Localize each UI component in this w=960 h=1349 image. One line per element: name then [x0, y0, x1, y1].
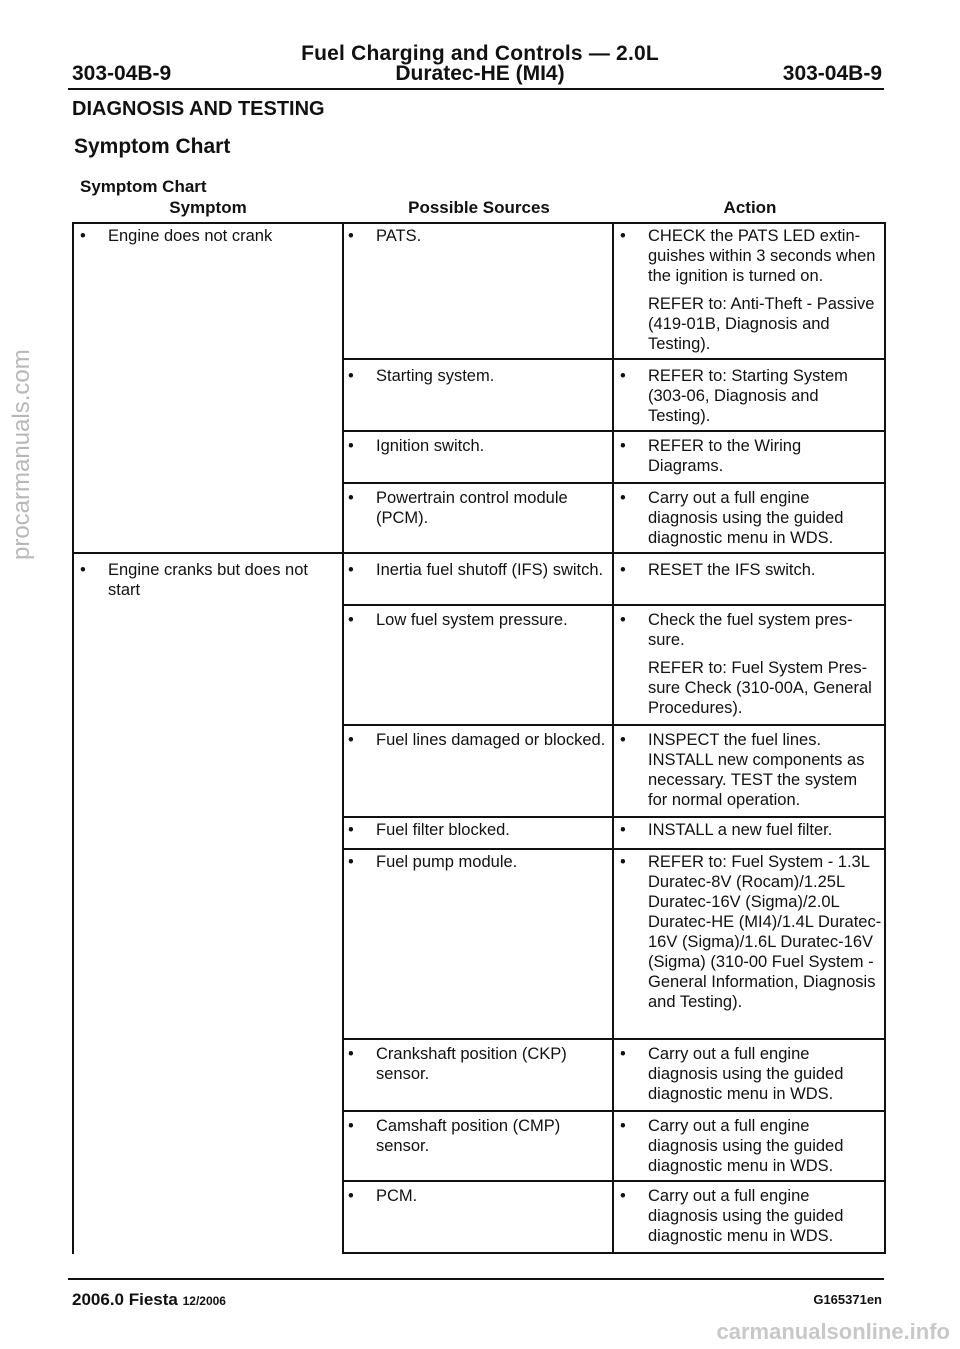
- column-header-action: Action: [723, 198, 777, 217]
- table-row-action: • Carry out a full engine diagnosis using the guided diagnostic menu in WDS.: [620, 1187, 844, 1245]
- table-row-source: • Fuel filter blocked.: [348, 821, 510, 839]
- table-row-source: • Fuel lines damaged or blocked.: [348, 731, 606, 749]
- table-row-action: • REFER to: Fuel System - 1.3L Duratec-8V (Rocam)/1.25L Duratec-16V (Sigma)/2.0L Duratec-HE (MI4)/1.4L Duratec-16V (Sigma)/1.6L Duratec-16V (Sigma) (310-00 Fuel System - General Information, Diagnosis and Testing).: [620, 853, 882, 1011]
- table-row-symptom: • Engine does not crank: [80, 227, 273, 245]
- footer-date: 12/2006: [182, 1294, 226, 1308]
- table-row-source: • Camshaft position (CMP) sensor.: [348, 1117, 561, 1155]
- table-row-action: • Carry out a full engine diagnosis using the guided diagnostic menu in WDS.: [620, 1117, 844, 1175]
- page-code-right: 303-04B-9: [782, 62, 882, 85]
- table-row-action: • REFER to the Wiring Diagrams.: [620, 437, 802, 475]
- table-row-source: • PATS.: [348, 227, 422, 245]
- table-row-source: • Powertrain control module (PCM).: [348, 489, 568, 527]
- page-header-title: Fuel Charging and Controls — 2.0L: [301, 42, 659, 65]
- symptom-table: [72, 222, 886, 1254]
- table-row-action: • Carry out a full engine diagnosis using the guided diagnostic menu in WDS.: [620, 1045, 844, 1103]
- table-row-action: • CHECK the PATS LED extin-guishes within 3 seconds when the ignition is turned on. REFER to: Anti-Theft - Passive (419-01B, Diagnosis and Testing).: [620, 227, 876, 353]
- table-row-action: • INSTALL a new fuel filter.: [620, 821, 833, 839]
- table-row-source: • Crankshaft position (CKP) sensor.: [348, 1045, 567, 1083]
- header-rule: [68, 88, 884, 90]
- section-title: DIAGNOSIS AND TESTING: [72, 98, 325, 120]
- table-row-source: • PCM.: [348, 1187, 418, 1205]
- table-row-action: • Carry out a full engine diagnosis using the guided diagnostic menu in WDS.: [620, 489, 844, 547]
- table-row-source: • Low fuel system pressure.: [348, 611, 568, 629]
- footer-code: G165371en: [813, 1292, 882, 1307]
- footer-model: [72, 1290, 226, 1310]
- column-header-symptom: Symptom: [169, 198, 247, 217]
- table-row-source: • Inertia fuel shutoff (IFS) switch.: [348, 561, 604, 579]
- column-header-sources: Possible Sources: [408, 198, 550, 217]
- table-row-action: • REFER to: Starting System (303-06, Diagnosis and Testing).: [620, 367, 848, 425]
- page-code-left: 303-04B-9: [72, 62, 172, 85]
- page-header-subtitle: Duratec-HE (MI4): [395, 62, 565, 85]
- corner-watermark: carmanualsonline.info: [716, 1319, 950, 1344]
- side-watermark: procarmanuals.com: [8, 349, 35, 560]
- footer-rule: [68, 1278, 884, 1280]
- table-row-action: • Check the fuel system pres-sure. REFER to: Fuel System Pres-sure Check (310-00A, General Procedures).: [620, 611, 872, 717]
- table-caption: Symptom Chart: [80, 177, 207, 196]
- table-row-action: • INSPECT the fuel lines. INSTALL new components as necessary. TEST the system for normal operation.: [620, 731, 865, 809]
- table-row-source: • Starting system.: [348, 367, 495, 385]
- table-row-source: • Ignition switch.: [348, 437, 485, 455]
- footer-model-name: 2006.0 Fiesta: [72, 1290, 178, 1309]
- table-row-symptom: • Engine cranks but does not start: [80, 561, 308, 599]
- table-row-source: • Fuel pump module.: [348, 853, 518, 871]
- subsection-title: Symptom Chart: [74, 135, 231, 158]
- table-row-action: • RESET the IFS switch.: [620, 561, 816, 579]
